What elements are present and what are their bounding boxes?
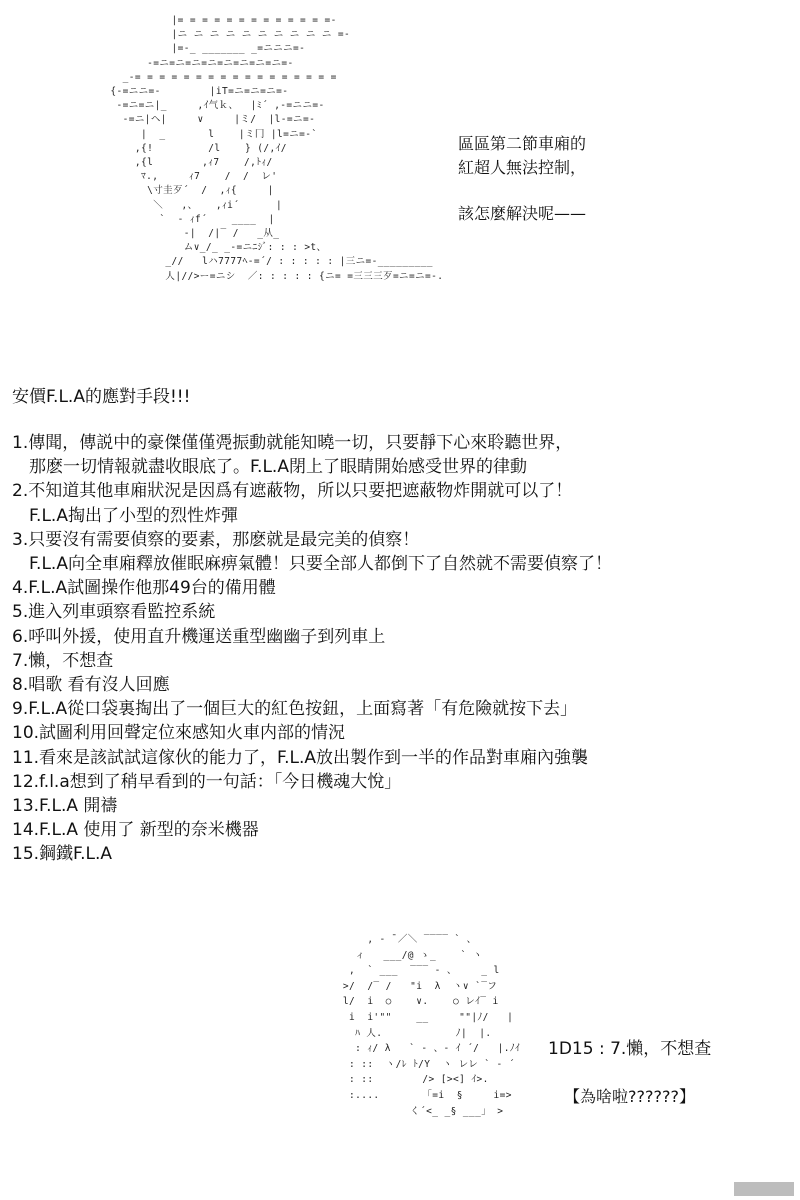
reaction-text: 【為啥啦??????】 xyxy=(564,1087,695,1106)
option-line: 4.F.L.A試圖操作他那49台的備用體 xyxy=(12,578,276,599)
option-line: 13.F.L.A 開禱 xyxy=(12,796,118,817)
option-list xyxy=(12,431,612,867)
option-line: 6.呼叫外援，使用直升機運送重型幽幽子到列車上 xyxy=(12,626,386,647)
page-heading: 安價F.L.A的應對手段!!! xyxy=(12,387,191,407)
option-line: 3.只要沒有需要偵察的要素，那麽就是最完美的偵察！ xyxy=(12,529,420,550)
option-line: 5.進入列車頭察看監控系統 xyxy=(12,602,216,623)
watermark xyxy=(734,1182,794,1196)
caption-line: 紅超人無法控制， xyxy=(458,158,587,177)
dice-result: 1D15 : 7.懶，不想查 xyxy=(548,1039,712,1059)
ascii-art-dice-character: , ‐ ̄ ／＼ ‾‾‾‾ ` 、 ィ ___/@ ゝ_ ` ヽ , ` ___ ‾‾‾ - 、 _ l >/ /‾ / "i λ ヽ∨ `‾フ l/ i ○ ∨. ○ レｲ‾ i i i'"" __ ""|ﾉ/ | ﾊ 人. ﾉ| |. : ｨ/ λ ` - 、- ｲ ´/ |.ﾉｲ : :: ヽ/ﾚ ﾄ/Y ヽ レレ ` - ´ : :: /> [><] ｲ>. :.... 「=i § i=> く´<_ _§ ___」 > xyxy=(342,934,521,1117)
option-line: 8.唱歌 看有沒人回應 xyxy=(12,675,170,696)
speech-caption xyxy=(458,132,586,226)
option-line: 10.試圖利用回聲定位來感知火車内部的情況 xyxy=(12,723,346,744)
caption-line: 區區第二節車廂的 xyxy=(458,134,587,153)
option-line: F.L.A掏出了小型的烈性炸彈 xyxy=(29,505,238,526)
option-line: 12.f.l.a想到了稍早看到的一句話：「今日機魂大悅」 xyxy=(12,771,402,792)
option-line: 2.不知道其他車廂狀況是因爲有遮蔽物，所以只要把遮蔽物炸開就可以了！ xyxy=(12,481,573,502)
option-line: F.L.A向全車廂釋放催眠麻痹氣體！只要全部人都倒下了自然就不需要偵察了！ xyxy=(29,554,612,575)
option-line: 9.F.L.A從口袋裏掏出了一個巨大的紅色按鈕，上面寫著「有危險就按下去」 xyxy=(12,699,578,720)
option-line: 那麽一切情報就盡收眼底了。F.L.A閉上了眼睛開始感受世界的律動 xyxy=(29,457,527,478)
option-line: 15.鋼鐵F.L.A xyxy=(12,844,112,865)
ascii-art-character-with-hat: |= = = = = = = = = = = = =- |ニ ニ ニ ニ ニ ニ ニ ニ ニ ニ =- |=-_ _______ _=ニニニ=- -=ニ=ニ=ニ=ニ=ニ=ニ=ニ=ニ=- _-= = = = = = = = = = = = = = = = = {-=ニニ=- |iT=ニ=ニ=ニ=- -=ニ=ニ|_ ,ｲ气ｋ、 |ﾐ´ ,-=ニニ=- -=ニ|ヘ| ∨ |ミ/ |l-=ニ=- | _ l |ミ冂 |l=ニ=-` ,{! /l } (/,ｲ/ ,{l ,ｨ7 /,ﾄｨ/ ﾏ., ｨ7 / / レ' \寸圭歹´ / ,ｨ{ | ＼ ,、 ,ｨi´ | ` - ｨf´ ____ | -| /|‾ / _从_ ム∨_/_ _-=ニﾆｼﾞ: : : >t、 _// lハ7777ﾍ-=´/ : : : : : |三ニ=-_________ 人|//>ー=ニシ ／: : : : : {ニ= =三三三歹=ニ=ニ=-. xyxy=(110,15,444,282)
option-line: 14.F.L.A 使用了 新型的奈米機器 xyxy=(12,820,259,841)
option-line: 11.看來是該試試這傢伙的能力了，F.L.A放出製作到一半的作品對車廂內強襲 xyxy=(12,747,588,768)
option-line: 7.懶，不想查 xyxy=(12,650,114,671)
caption-line: 該怎麼解決呢—— xyxy=(458,204,587,223)
option-line: 1.傳聞，傳説中的豪傑僅僅凴振動就能知曉一切，只要靜下心來聆聽世界， xyxy=(12,433,573,453)
